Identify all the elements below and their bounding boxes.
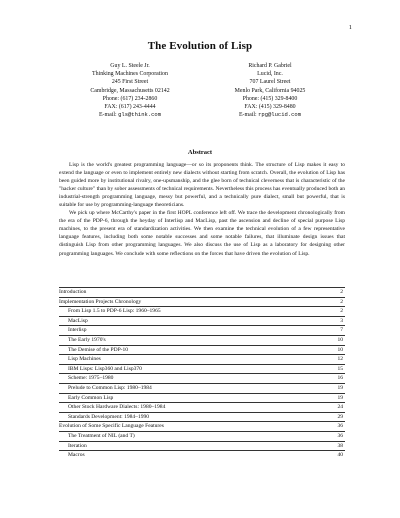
toc-entry-page: 36 (337, 423, 343, 430)
toc-entry[interactable] (59, 383, 345, 393)
toc-entry-page: 36 (337, 432, 343, 439)
author-fax: FAX: (415) 329-8480 (244, 104, 296, 111)
toc-entry-title: Introduction (59, 289, 87, 295)
author-name: Richard P. Gabriel (248, 63, 292, 69)
toc-entry-page: 16 (337, 375, 343, 382)
author-email-line (200, 111, 340, 119)
abstract-paragraph: We pick up where McCarthy's paper in the first HOPL conference left off. We trace the development chronologically from the era of the PDP-6, through the heyday of Interlisp and MacLisp, past the ascension and decline of special purpose Lisp machines, to the present era of standardization activities. We then examine the technical evolution of a few representative language features, including both some notable successes and some notable failures, that illuminate design issues that distinguish Lisp from other programming languages. We also discuss the use of Lisp as a laboratory for designing other programming languages. We conclude with some reflections on the forces that have driven the evolution of Lisp. (59, 210, 345, 257)
toc-entry-page: 10 (337, 336, 343, 343)
page-number: 1 (348, 24, 352, 31)
toc-entry-title: Other Stock Hardware Dialects: 1980–1984 (68, 404, 166, 411)
author-city: Menlo Park, California 94025 (234, 87, 306, 94)
toc-entry-title: IBM Lisps: Lisp360 and Lisp370 (68, 365, 142, 372)
toc-entry-title: The Early 1970's (68, 336, 106, 343)
toc-entry-title: Iteration (68, 442, 87, 449)
toc-entry[interactable] (59, 325, 345, 335)
toc-entry[interactable] (59, 402, 345, 412)
email-label: E-mail: (238, 112, 257, 119)
abstract-paragraph: Lisp is the world's greatest programming language—or so its proponents think. The structure of Lisp makes it easy to extend the language or even to implement entirely new dialects without starting from scratch. Overall, the evolution of Lisp has been guided more by institutional rivalry, one-upsmanship, and the glee born of technical cleverness that is characteristic of the "hacker culture" than by sober assessments of technical requirements. Nevertheless this process has eventually produced both an industrial-strength programming language, messy but powerful, and a technically pure dialect, small but powerful, that is suitable for use by programming-language theoreticians. (59, 162, 345, 209)
author-block-gabriel (200, 62, 340, 119)
toc-entry-title: Macros (68, 452, 85, 459)
toc-entry[interactable] (59, 450, 345, 460)
author-affiliation: Thinking Machines Corporation (92, 71, 168, 78)
toc-entry-title: From Lisp 1.5 to PDP-6 Lisp: 1960–1965 (68, 308, 161, 315)
toc-entry-title: Prelude to Common Lisp: 1980–1984 (68, 384, 152, 391)
toc-entry[interactable] (59, 297, 345, 307)
toc-entry-page: 19 (337, 394, 343, 401)
toc-entry-page: 12 (337, 356, 343, 363)
author-phone: Phone: (415) 329-8400 (242, 95, 298, 102)
toc-entry[interactable] (59, 316, 345, 326)
toc-entry[interactable] (59, 393, 345, 403)
author-phone: Phone: (617) 234-2860 (102, 95, 158, 102)
author-block-steele (60, 62, 200, 119)
toc-entry[interactable] (59, 287, 345, 297)
author-name: Guy L. Steele Jr. (110, 63, 150, 69)
toc-entry-title: Early Common Lisp (68, 394, 114, 401)
toc-entry-title: Standards Development: 1984–1990 (68, 413, 150, 420)
toc-entry-page: 19 (337, 384, 343, 391)
toc-entry-title: Scheme: 1975–1980 (68, 375, 114, 382)
toc-entry-page: 15 (337, 365, 343, 372)
toc-entry[interactable] (59, 421, 345, 431)
toc-entry-page: 3 (340, 317, 343, 324)
table-of-contents (59, 287, 345, 460)
paper-title: The Evolution of Lisp (147, 40, 253, 52)
toc-entry-title: The Treatment of NIL (and T) (68, 432, 135, 439)
toc-entry-title: Interlisp (68, 327, 87, 334)
toc-entry[interactable] (59, 354, 345, 364)
toc-entry[interactable] (59, 412, 345, 422)
author-street: 245 First Street (111, 79, 149, 86)
toc-entry-title: The Demise of the PDP-10 (68, 346, 129, 353)
author-email-line (60, 111, 200, 119)
author-email: rpg@lucid.com (258, 111, 302, 119)
author-city: Cambridge, Massachusetts 02142 (90, 87, 170, 94)
toc-entry-page: 24 (337, 404, 343, 411)
toc-entry[interactable] (59, 441, 345, 451)
toc-entry-page: 29 (337, 413, 343, 420)
toc-entry-title: MacLisp (68, 317, 88, 324)
author-affiliation: Lucid, Inc. (257, 71, 283, 78)
abstract-heading: Abstract (187, 149, 213, 156)
toc-entry[interactable] (59, 335, 345, 345)
toc-entry[interactable] (59, 373, 345, 383)
toc-entry-page: 40 (337, 452, 343, 459)
author-fax: FAX: (617) 243-4444 (104, 104, 156, 111)
toc-entry[interactable] (59, 345, 345, 355)
toc-entry-title: Evolution of Some Specific Language Features (59, 423, 164, 430)
toc-entry-page: 38 (337, 442, 343, 449)
author-street: 707 Laurel Street (249, 79, 291, 86)
abstract-body (59, 161, 345, 258)
toc-entry[interactable] (59, 431, 345, 441)
toc-entry[interactable] (59, 364, 345, 374)
toc-entry[interactable] (59, 306, 345, 316)
toc-entry-title: Implementation Projects Chronology (59, 298, 142, 305)
author-email: gls@think.com (118, 111, 162, 119)
toc-entry-page: 2 (340, 289, 343, 295)
toc-entry-title: Lisp Machines (68, 356, 101, 363)
toc-entry-page: 2 (340, 308, 343, 315)
toc-entry-page: 10 (337, 346, 343, 353)
toc-entry-page: 2 (340, 298, 343, 305)
toc-entry-page: 7 (340, 327, 343, 334)
email-label: E-mail: (98, 112, 117, 119)
